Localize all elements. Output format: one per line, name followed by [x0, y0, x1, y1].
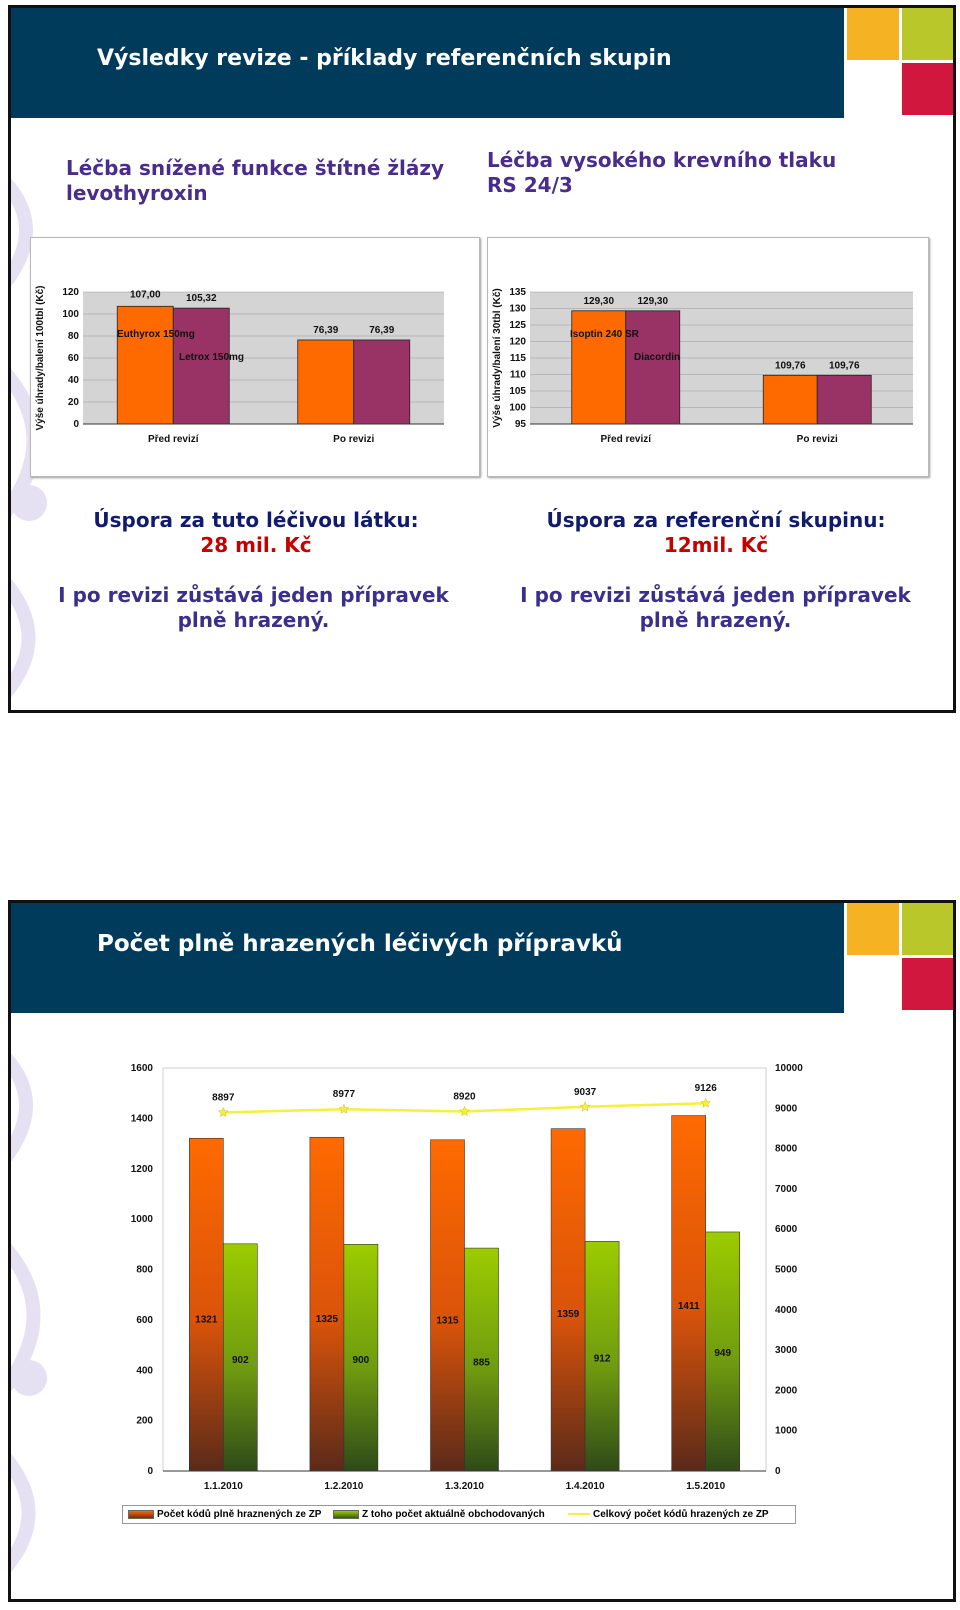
data-label: 129,30: [583, 295, 615, 307]
right-note: [493, 583, 938, 633]
bar: [763, 375, 817, 424]
y-right-tick-label: 10000: [775, 1063, 803, 1074]
decor-square-green: [902, 903, 954, 955]
data-label: 107,00: [129, 289, 161, 301]
slide-header-bar: [11, 903, 844, 1013]
y-tick-label: 40: [67, 375, 79, 386]
bar: [189, 1138, 223, 1471]
y-axis-label: Výše úhrady/balení 100tbl (Kč): [35, 285, 46, 431]
bar: [572, 311, 626, 424]
data-label: 8920: [453, 1091, 476, 1103]
x-tick-label: Po revizi: [333, 434, 375, 445]
y-tick-label: 110: [509, 369, 526, 381]
y-tick-label: 120: [62, 287, 79, 298]
bar: [817, 375, 871, 424]
decorative-swirl-graphic: [11, 1023, 81, 1593]
data-label: 1359: [556, 1309, 580, 1321]
bar: [310, 1137, 344, 1471]
y-axis-label: Výše úhrady/balení 30tbl (Kč): [492, 288, 503, 428]
bar: [173, 308, 229, 424]
left-note: [31, 583, 476, 633]
bar: [431, 1140, 465, 1471]
bar: [298, 340, 354, 424]
left-heading: [66, 156, 444, 206]
data-label: 949: [714, 1347, 732, 1359]
y-left-tick-label: 600: [136, 1314, 153, 1326]
data-label: 900: [352, 1355, 370, 1367]
legend-label-traded: Z toho počet aktuálně obchodovaných: [362, 1509, 545, 1520]
y-right-tick-label: 9000: [775, 1103, 798, 1115]
y-right-tick-label: 2000: [775, 1385, 798, 1397]
data-label: 109,76: [774, 360, 806, 372]
y-right-tick-label: 3000: [775, 1345, 798, 1357]
right-heading-line2: RS 24/3: [487, 173, 573, 197]
x-tick-label: 1.3.2010: [445, 1481, 484, 1492]
bar: [354, 340, 410, 424]
chart-rs243-panel: [487, 237, 929, 477]
y-left-tick-label: 1200: [130, 1163, 153, 1175]
data-label: 105,32: [185, 293, 217, 305]
legend-item-traded: [333, 1508, 545, 1521]
decor-square-red: [902, 958, 954, 1010]
y-left-tick-label: 400: [136, 1365, 153, 1377]
slide-results: [8, 5, 956, 713]
right-note-line2: plně hrazený.: [639, 608, 792, 632]
data-label: 8897: [212, 1092, 235, 1104]
y-left-tick-label: 0: [147, 1466, 153, 1477]
x-tick-label: 1.1.2010: [203, 1481, 243, 1492]
y-left-tick-label: 1000: [130, 1214, 153, 1226]
right-saving: [511, 508, 921, 558]
left-saving-value: 28 mil. Kč: [200, 533, 312, 557]
y-left-tick-label: 200: [136, 1415, 153, 1427]
y-tick-label: 80: [67, 331, 79, 342]
y-tick-label: 95: [514, 419, 526, 430]
data-label: 1321: [195, 1314, 218, 1326]
x-tick-label: 1.2.2010: [324, 1481, 364, 1492]
data-label: 109,76: [828, 360, 860, 372]
y-right-tick-label: 7000: [775, 1183, 798, 1195]
bar: [672, 1116, 706, 1471]
data-label: 9037: [573, 1086, 597, 1098]
left-note-line1: I po revizi zůstává jeden přípravek: [58, 583, 449, 607]
y-tick-label: 100: [62, 309, 79, 320]
bar: [626, 311, 680, 424]
left-heading-line1: Léčba snížené funkce štítné žlázy: [66, 156, 445, 180]
y-right-tick-label: 1000: [775, 1425, 798, 1437]
left-saving: [51, 508, 461, 558]
x-tick-label: 1.5.2010: [686, 1481, 726, 1492]
legend-item-total-codes: [128, 1508, 321, 1521]
data-label: 76,39: [313, 324, 339, 336]
slide-title: Výsledky revize - příklady referenčních skupin: [97, 46, 672, 71]
slide-fully-covered-count: [8, 900, 956, 1602]
x-tick-label: Před revizí: [147, 434, 199, 445]
y-tick-label: 135: [509, 287, 526, 298]
right-heading-line1: Léčba vysokého krevního tlaku: [487, 148, 837, 172]
y-left-tick-label: 800: [136, 1264, 153, 1276]
series-name-label: Euthyrox 150mg: [117, 329, 195, 340]
bar: [117, 306, 173, 424]
data-label: 76,39: [369, 324, 395, 336]
y-tick-label: 20: [67, 397, 79, 408]
right-saving-value: 12mil. Kč: [663, 533, 769, 557]
bar: [551, 1129, 585, 1471]
y-tick-label: 125: [509, 320, 526, 331]
y-tick-label: 100: [509, 402, 526, 414]
data-label: 8977: [332, 1089, 356, 1101]
data-label: 9126: [694, 1083, 717, 1095]
data-label: 129,30: [637, 295, 669, 307]
legend-swatch-green: [333, 1510, 359, 1519]
left-saving-label: Úspora za tuto léčivou látku:: [93, 508, 419, 532]
x-tick-label: Před revizí: [600, 434, 652, 445]
legend-line-yellow: [568, 1513, 590, 1515]
series-name-label: Isoptin 240 SR: [570, 329, 639, 340]
y-right-tick-label: 4000: [775, 1304, 798, 1316]
right-saving-label: Úspora za referenční skupinu:: [546, 508, 886, 532]
legend-swatch-orange: [128, 1510, 154, 1519]
y-tick-label: 115: [509, 353, 526, 364]
y-right-tick-label: 6000: [775, 1224, 798, 1236]
data-label: 885: [473, 1357, 490, 1369]
chart-levothyroxin: [31, 238, 479, 476]
data-label: 902: [231, 1354, 249, 1366]
y-tick-label: 60: [67, 353, 79, 364]
decor-square-yellow: [847, 8, 899, 60]
y-left-tick-label: 1400: [130, 1113, 153, 1125]
chart-levothyroxin-panel: [30, 237, 480, 477]
right-heading: [487, 148, 836, 198]
data-label: 1325: [315, 1314, 339, 1326]
x-tick-label: Po revizi: [796, 434, 838, 445]
decor-square-red: [902, 63, 954, 115]
y-right-tick-label: 0: [775, 1466, 781, 1477]
left-heading-line2: levothyroxin: [66, 181, 208, 205]
decor-square-yellow: [847, 903, 899, 955]
data-label: 1315: [436, 1315, 459, 1327]
chart-fully-covered: [111, 1053, 831, 1503]
legend-item-overall: [568, 1508, 769, 1521]
series-name-label: Diacordin: [634, 352, 681, 363]
y-tick-label: 105: [509, 386, 526, 397]
right-note-line1: I po revizi zůstává jeden přípravek: [520, 583, 911, 607]
y-tick-label: 130: [509, 303, 526, 315]
series-name-label: Letrox 150mg: [179, 352, 245, 363]
decor-square-green: [902, 8, 954, 60]
y-tick-label: 120: [509, 336, 526, 348]
y-right-tick-label: 8000: [775, 1143, 798, 1155]
slide-title: Počet plně hrazených léčivých přípravků: [97, 931, 623, 957]
data-label: 912: [593, 1353, 611, 1365]
y-tick-label: 0: [73, 419, 79, 430]
data-label: 1411: [677, 1301, 700, 1313]
left-note-line2: plně hrazený.: [177, 608, 330, 632]
chart-rs243: [488, 238, 928, 476]
y-right-tick-label: 5000: [775, 1264, 798, 1276]
y-left-tick-label: 1600: [130, 1063, 153, 1074]
legend-label-total-codes: Počet kódů plně hraznených ze ZP: [157, 1509, 322, 1520]
chart-legend: [122, 1505, 796, 1524]
legend-label-overall: Celkový počet kódů hrazených ze ZP: [593, 1509, 769, 1520]
x-tick-label: 1.4.2010: [565, 1481, 605, 1492]
